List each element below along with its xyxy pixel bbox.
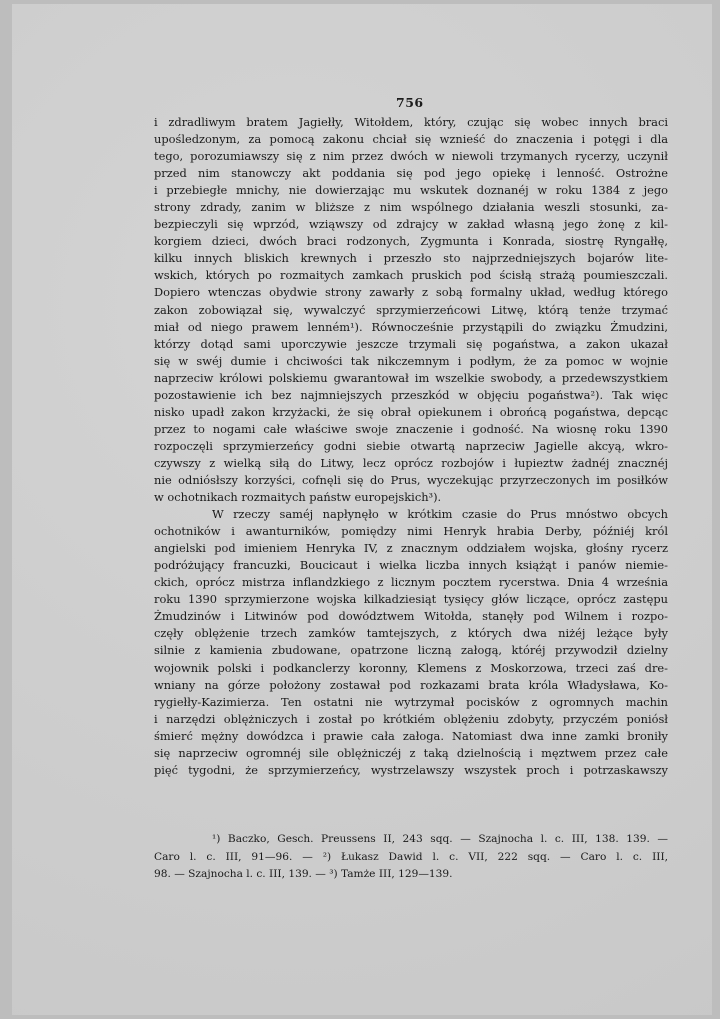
paragraph-2 <box>154 506 668 779</box>
body-text <box>154 114 668 779</box>
text-line: się w swéj dumie i chciwości tak nikczemnym i podłym, że za pomoc w wojnie <box>154 353 668 368</box>
text-line: się naprzeciw ogromnéj sile oblężniczéj z taką dzielnością i męztwem przez całe <box>154 745 668 760</box>
text-line: czywszy z wielką siłą do Litwy, lecz oprócz rozbojów i łupieztw żadnéj znacznéj <box>154 455 668 470</box>
text-line: roku 1390 sprzymierzone wojska kilkadziesiąt tysięcy głów liczące, oprócz zastępu <box>154 592 668 607</box>
text-line: i narzędzi oblężniczych i został po krótkiém oblężeniu zdobyty, przyczém poniósł <box>154 711 668 726</box>
text-line: wniany na górze położony zostawał pod rozkazami brata króla Władysława, Ko- <box>154 677 668 692</box>
text-line: zakon zobowiązał się, wywalczyć sprzymierzeńcowi Litwę, którą tenże trzymać <box>154 302 668 317</box>
text-line: upośledzonym, za pomocą zakonu chciał się wznieść do znaczenia i potęgi i dla <box>154 132 668 147</box>
text-line: w ochotnikach rozmaitych państw europejskich³). <box>154 490 442 505</box>
text-line: śmierć mężny dowódzca i prawie cała załoga. Natomiast dwa inne zamki broniły <box>154 728 668 743</box>
text-line: rozpoczęli sprzymierzeńcy godni siebie otwartą naprzeciw Jagielle akcyą, wkro- <box>154 438 668 453</box>
text-line: silnie z kamienia zbudowane, opatrzone liczną załogą, któréj przywodził dzielny <box>154 643 668 658</box>
footnotes <box>154 831 668 884</box>
text-line: Dopiero wtenczas obydwie strony zawarły z sobą formalny układ, według którego <box>154 285 668 300</box>
text-line: i przebiegłe mnichy, nie dowierzając mu wskutek doznanéj w roku 1384 z jego <box>154 183 668 198</box>
text-line: nie odniósłszy korzyści, cofnęli się do Prus, wyczekując przyrzeczonych im posiłków <box>154 472 668 487</box>
text-line: rygiełły-Kazimierza. Ten ostatni nie wytrzymał pocisków z ogromnych machin <box>154 694 668 709</box>
text-line: kilku innych bliskich krewnych i przeszło sto najprzedniejszych bojarów lite- <box>154 251 668 266</box>
text-line: Żmudzinów i Litwinów pod dowództwem Witołda, stanęły pod Wilnem i rozpo- <box>154 609 668 624</box>
text-line: strony zdrady, zanim w bliższe z nim wspólnego działania weszli stosunki, za- <box>154 200 668 215</box>
text-line: bezpieczyli się wprzód, wziąwszy od zdrajcy w zakład własną jego żonę z kil- <box>154 217 668 232</box>
text-line: wskich, których po rozmaitych zamkach pruskich pod ścisłą strażą poumieszczali. <box>154 268 668 283</box>
text-line: angielski pod imieniem Henryka IV, z znacznym oddziałem wojska, głośny rycerz <box>154 541 668 556</box>
text-line: częły oblężenie trzech zamków tamtejszych, z których dwa niżéj leżące były <box>154 626 668 641</box>
footnote-line: Caro l. c. III, 91—96. — ²) Łukasz Dawid l. c. VII, 222 sqq. — Caro l. c. III, <box>154 850 668 863</box>
text-line: tego, porozumiawszy się z nim przez dwóch w niewoli trzymanych rycerzy, uczynił <box>154 149 668 164</box>
text-line: i zdradliwym bratem Jagiełły, Witołdem, który, czując się wobec innych braci <box>154 115 668 129</box>
text-line: korgiem dzieci, dwóch braci rodzonych, Zygmunta i Konrada, siostrę Ryngałłę, <box>154 234 668 249</box>
text-line: naprzeciw królowi polskiemu gwarantował im wszelkie swobody, a przedewszystkiem <box>154 370 668 385</box>
paragraph-1 <box>154 114 668 506</box>
text-line: podróżujący francuzki, Boucicaut i wielka liczba innych książąt i panów niemie- <box>154 558 668 573</box>
footnote-line: 98. — Szajnocha l. c. III, 139. — ³) Tamże III, 129—139. <box>154 868 453 880</box>
text-line: ochotników i awanturników, pomiędzy nimi Henryk hrabia Derby, późniéj król <box>154 524 668 539</box>
text-line: przez to nogami całe właściwe swoje znaczenie i godność. Na wiosnę roku 1390 <box>154 421 668 436</box>
book-page <box>12 4 712 1015</box>
text-line: przed nim stanowczy akt poddania się pod jego opiekę i lenność. Ostrożne <box>154 166 668 181</box>
footnote-line: ¹) Baczko, Gesch. Preussens II, 243 sqq. — Szajnocha l. c. III, 138. 139. — <box>212 833 668 845</box>
text-line: ckich, oprócz mistrza inflandzkiego z licznym pocztem rycerstwa. Dnia 4 września <box>154 575 668 590</box>
text-line: miał od niego prawem lenném¹). Równocześnie przystąpili do związku Żmudzini, <box>154 319 668 334</box>
text-line: wojownik polski i podkanclerzy koronny, Klemens z Moskorzowa, trzeci zaś dre- <box>154 660 668 675</box>
text-line: nisko upadł zakon krzyżacki, że się obrał opiekunem i obrońcą pogaństwa, depcąc <box>154 404 668 419</box>
text-line: pięć tygodni, że sprzymierzeńcy, wystrzelawszy wszystek proch i potrzaskawszy <box>154 762 668 777</box>
text-line: pozostawienie ich bez najmniejszych przeszkód w objęciu pogaństwa²). Tak więc <box>154 387 668 402</box>
text-line: W rzeczy saméj napłynęło w krótkim czasie do Prus mnóstwo obcych <box>212 507 668 522</box>
text-line: którzy dotąd sami uporczywie jeszcze trzymali się pogaństwa, a zakon ukazał <box>154 336 668 351</box>
page-number: 756 <box>396 95 424 110</box>
